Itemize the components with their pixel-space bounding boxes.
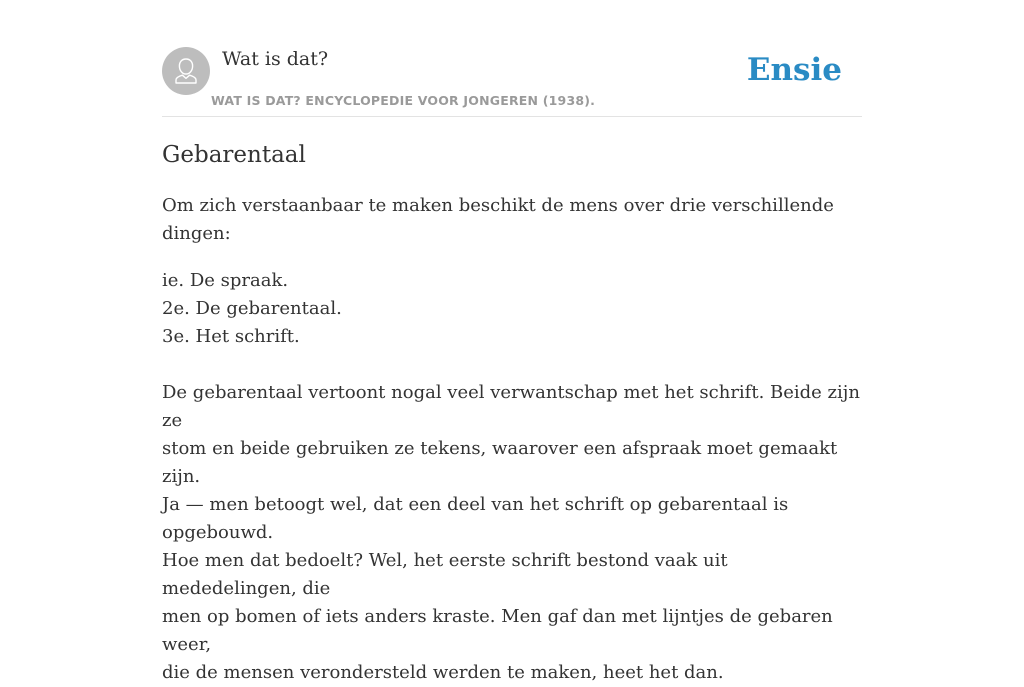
text-line: De gebarentaal vertoont nogal veel verwantschap met het schrift. Beide zijn ze <box>162 382 860 431</box>
ensie-logo[interactable]: Ensie <box>746 52 842 88</box>
list-item: 2e. De gebarentaal. <box>162 298 342 319</box>
body-paragraph <box>162 379 862 687</box>
source-title-link[interactable]: Wat is dat? <box>222 48 329 70</box>
source-header <box>162 47 862 117</box>
list-item: ie. De spraak. <box>162 270 289 291</box>
text-line: die de mensen verondersteld werden te maken, heet het dan. <box>162 662 724 683</box>
text-line: stom en beide gebruiken ze tekens, waarover een afspraak moet gemaakt zijn. <box>162 438 838 487</box>
article <box>162 140 862 687</box>
numbered-list <box>162 267 862 351</box>
list-item: 3e. Het schrift. <box>162 326 300 347</box>
user-silhouette-icon[interactable] <box>162 47 210 95</box>
text-line: Ja — men betoogt wel, dat een deel van het schrift op gebarentaal is opgebouwd. <box>162 494 789 543</box>
article-title: Gebarentaal <box>162 142 306 168</box>
source-subtitle: WAT IS DAT? ENCYCLOPEDIE VOOR JONGEREN (1938). <box>211 93 596 108</box>
text-line: Hoe men dat bedoelt? Wel, het eerste schrift bestond vaak uit mededelingen, die <box>162 550 728 599</box>
text-line: men op bomen of iets anders kraste. Men gaf dan met lijntjes de gebaren weer, <box>162 606 833 655</box>
intro-paragraph: Om zich verstaanbaar te maken beschikt de mens over drie verschillende dingen: <box>162 195 834 244</box>
